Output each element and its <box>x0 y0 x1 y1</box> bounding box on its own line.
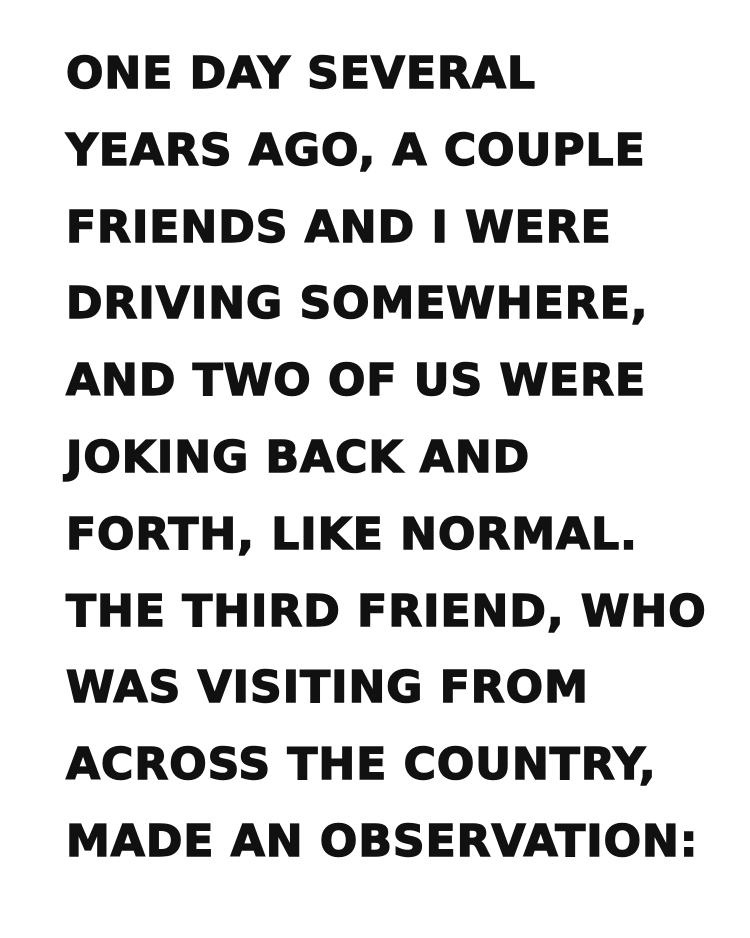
caption-line-7: FORTH, LIKE NORMAL. <box>66 508 638 560</box>
caption-line-3: FRIENDS AND I WERE <box>66 201 612 253</box>
caption-line-8: THE THIRD FRIEND, WHO <box>66 585 707 637</box>
caption-line-4: DRIVING SOMEWHERE, <box>66 278 649 330</box>
handwritten-caption <box>66 44 750 889</box>
caption-line-5: AND TWO OF US WERE <box>66 355 647 407</box>
caption-line-2: YEARS AGO, A COUPLE <box>66 124 646 176</box>
caption-line-10: ACROSS THE COUNTRY, <box>66 739 657 791</box>
caption-line-1: ONE DAY SEVERAL <box>66 48 536 99</box>
caption-line-11: MADE AN OBSERVATION: <box>66 815 699 867</box>
caption-line-6: JOKING BACK AND <box>66 431 531 483</box>
caption-line-9: WAS VISITING FROM <box>66 662 589 714</box>
